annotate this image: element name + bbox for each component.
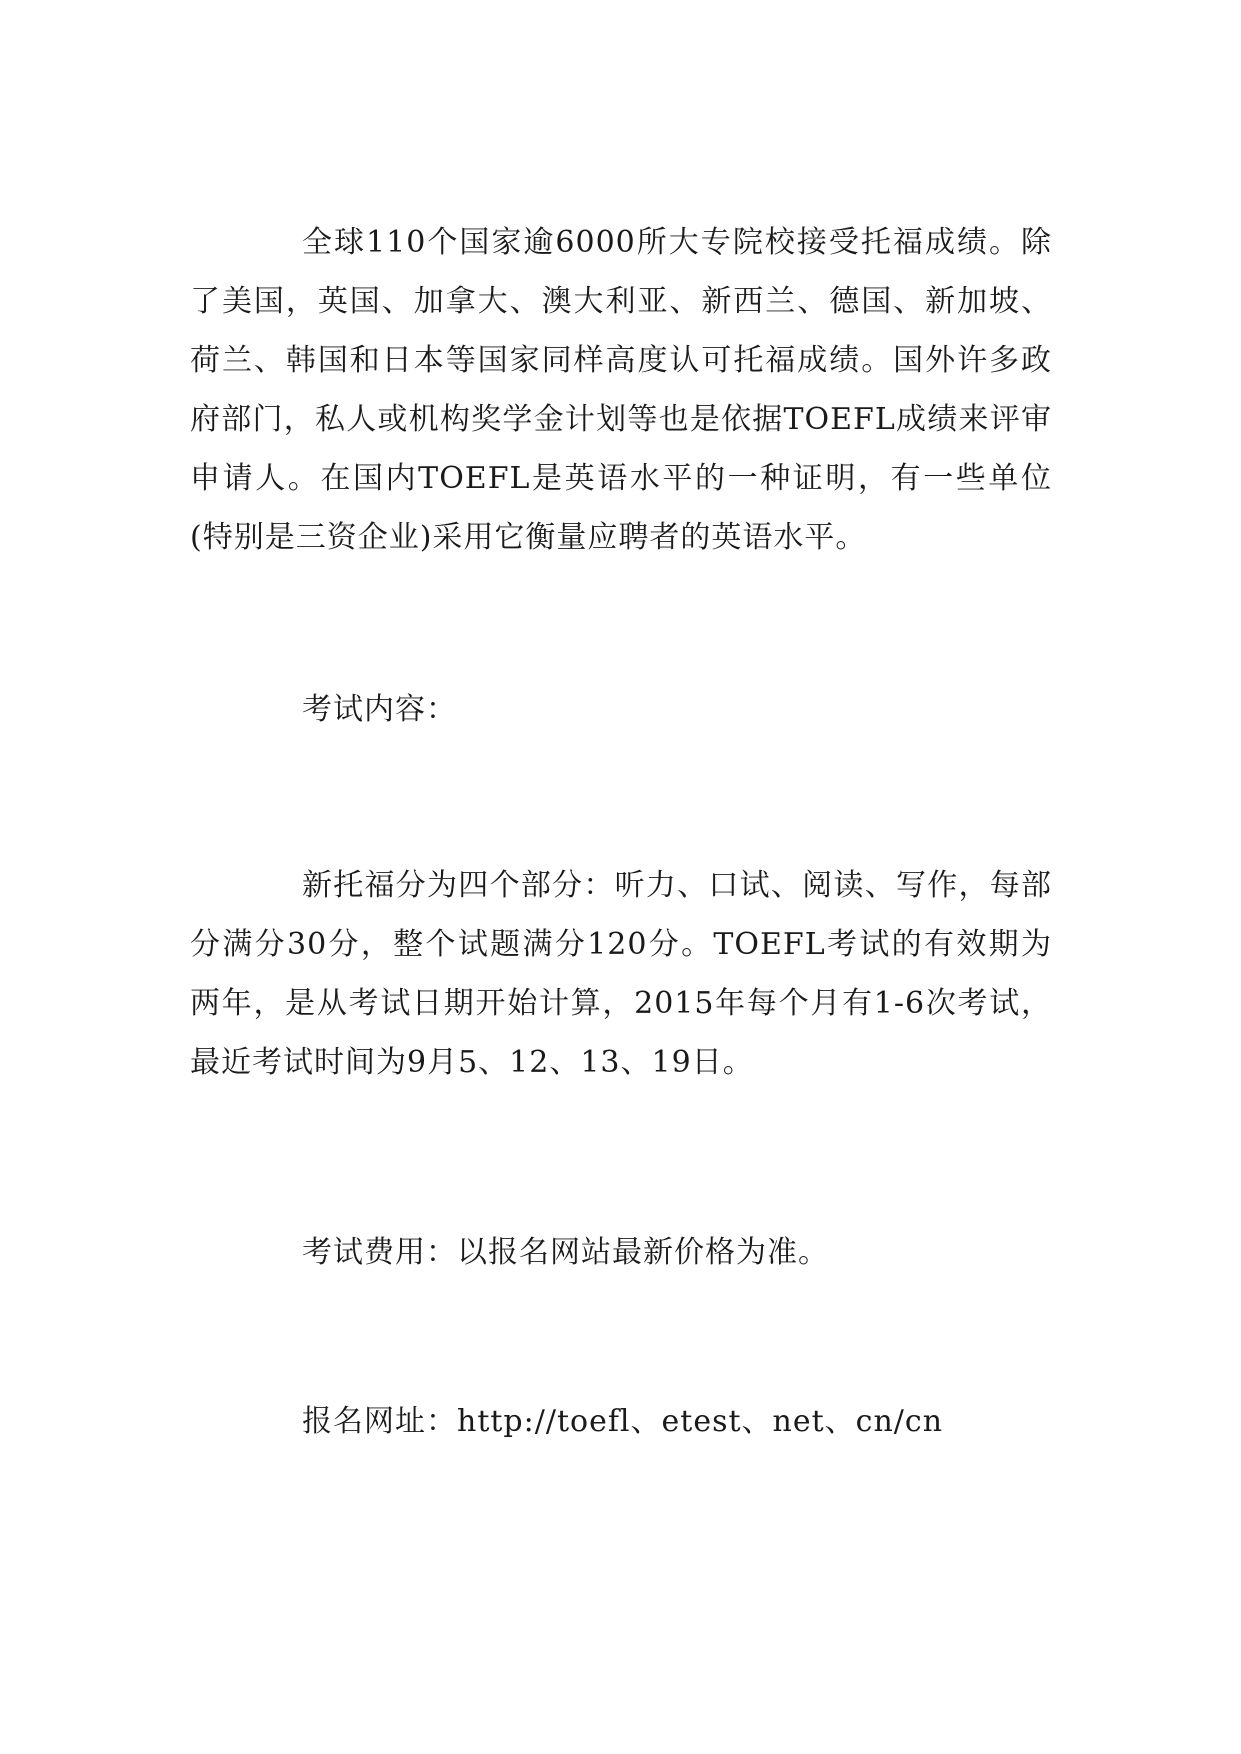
exam-content-paragraph: 新托福分为四个部分：听力、口试、阅读、写作，每部分满分30分，整个试题满分120分。TOEFL考试的有效期为两年，是从考试日期开始计算，2015年每个月有1-6次考试，最近考试时间为9月5、12、13、19日。 <box>190 868 1052 1080</box>
intro-paragraph: 全球110个国家逾6000所大专院校接受托福成绩。除了美国，英国、加拿大、澳大利亚、新西兰、德国、新加坡、荷兰、韩国和日本等国家同样高度认可托福成绩。国外许多政府部门，私人或机构奖学金计划等也是依据TOEFL成绩来评审申请人。在国内TOEFL是英语水平的一种证明，有一些单位(特别是三资企业)采用它衡量应聘者的英语水平。 <box>190 225 1052 555</box>
exam-fee-paragraph: 考试费用：以报名网站最新价格为准。 <box>302 1235 829 1270</box>
exam-content-heading: 考试内容： <box>302 692 457 727</box>
registration-url-paragraph: 报名网址：http://toefl、etest、net、cn/cn <box>302 1404 944 1439</box>
